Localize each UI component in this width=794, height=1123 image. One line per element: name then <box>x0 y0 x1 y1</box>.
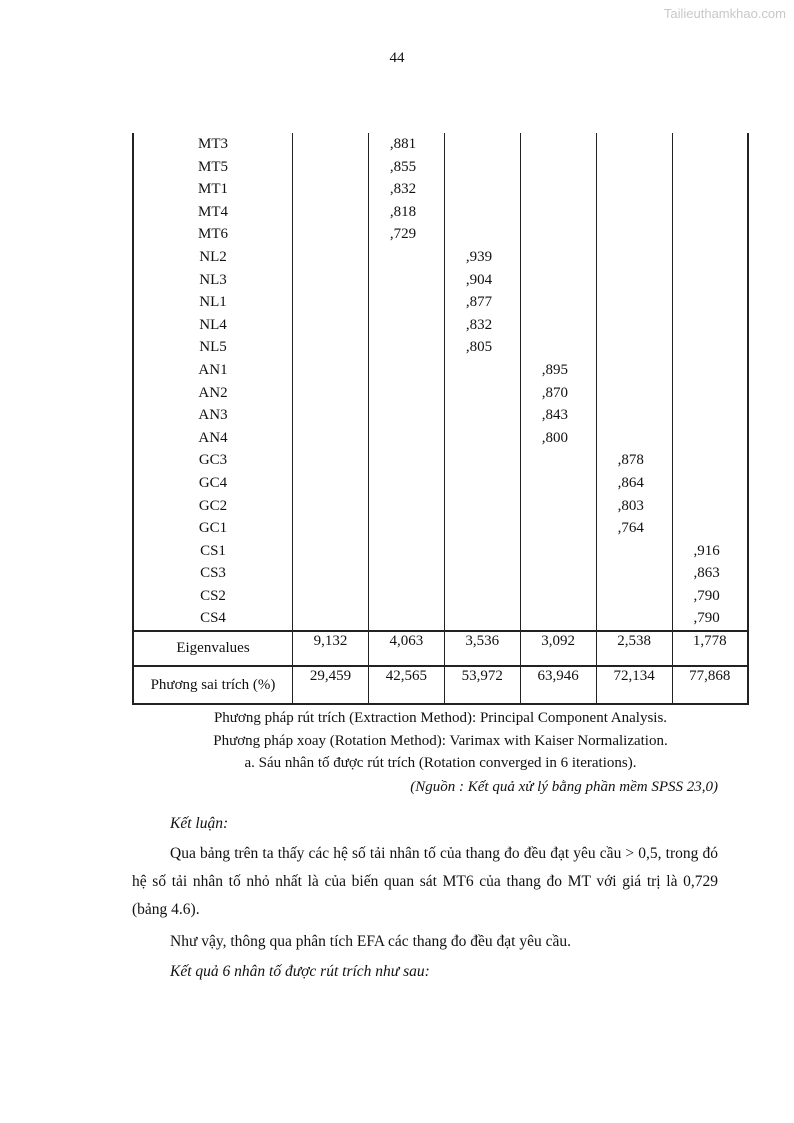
empty-cell <box>596 223 672 246</box>
empty-cell <box>520 133 596 156</box>
factor-loading: ,863 <box>672 562 748 585</box>
empty-cell <box>596 336 672 359</box>
factor-loading: ,881 <box>368 133 444 156</box>
item-label: MT5 <box>133 156 293 179</box>
eigenvalues-row-value: 3,092 <box>520 631 596 666</box>
factor-loading: ,939 <box>444 246 520 269</box>
variance-row-label: Phương sai trích (%) <box>133 666 293 704</box>
empty-cell <box>444 495 520 518</box>
empty-cell <box>444 517 520 540</box>
empty-cell <box>444 359 520 382</box>
empty-cell <box>293 246 369 269</box>
empty-cell <box>672 314 748 337</box>
table-row <box>133 246 748 269</box>
table-row <box>133 133 748 156</box>
item-label: NL2 <box>133 246 293 269</box>
item-label: NL4 <box>133 314 293 337</box>
item-label: GC3 <box>133 449 293 472</box>
variance-row-value: 53,972 <box>444 666 520 704</box>
empty-cell <box>293 291 369 314</box>
item-label: NL5 <box>133 336 293 359</box>
table-row <box>133 178 748 201</box>
empty-cell <box>293 517 369 540</box>
table-row <box>133 607 748 631</box>
empty-cell <box>293 201 369 224</box>
empty-cell <box>444 201 520 224</box>
empty-cell <box>520 223 596 246</box>
empty-cell <box>520 178 596 201</box>
note-extraction-method: Phương pháp rút trích (Extraction Method): Principal Component Analysis. <box>213 710 668 726</box>
empty-cell <box>596 291 672 314</box>
factor-loading: ,818 <box>368 201 444 224</box>
empty-cell <box>520 201 596 224</box>
factor-loading: ,805 <box>444 336 520 359</box>
empty-cell <box>444 382 520 405</box>
factor-loading: ,895 <box>520 359 596 382</box>
variance-row-value: 77,868 <box>672 666 748 704</box>
empty-cell <box>520 472 596 495</box>
table-row <box>133 156 748 179</box>
variance-row-value: 72,134 <box>596 666 672 704</box>
item-label: NL1 <box>133 291 293 314</box>
item-label: AN4 <box>133 427 293 450</box>
table-row <box>133 517 748 540</box>
empty-cell <box>293 156 369 179</box>
empty-cell <box>368 540 444 563</box>
empty-cell <box>520 291 596 314</box>
empty-cell <box>520 517 596 540</box>
table-row <box>133 336 748 359</box>
empty-cell <box>293 223 369 246</box>
table-row <box>133 382 748 405</box>
empty-cell <box>672 223 748 246</box>
empty-cell <box>520 562 596 585</box>
empty-cell <box>596 133 672 156</box>
empty-cell <box>520 269 596 292</box>
eigenvalues-row <box>133 631 748 666</box>
empty-cell <box>444 133 520 156</box>
item-label: CS1 <box>133 540 293 563</box>
item-label: CS4 <box>133 607 293 631</box>
factor-loading: ,855 <box>368 156 444 179</box>
table-row <box>133 495 748 518</box>
empty-cell <box>293 472 369 495</box>
factor-loading: ,790 <box>672 585 748 608</box>
empty-cell <box>672 517 748 540</box>
empty-cell <box>596 404 672 427</box>
variance-row-value: 63,946 <box>520 666 596 704</box>
empty-cell <box>596 178 672 201</box>
table-row <box>133 449 748 472</box>
empty-cell <box>368 336 444 359</box>
summary-paragraph: Như vậy, thông qua phân tích EFA các thang đo đều đạt yêu cầu. <box>170 933 571 950</box>
item-label: GC4 <box>133 472 293 495</box>
empty-cell <box>672 291 748 314</box>
item-label: MT4 <box>133 201 293 224</box>
empty-cell <box>293 314 369 337</box>
empty-cell <box>444 585 520 608</box>
empty-cell <box>520 495 596 518</box>
empty-cell <box>672 156 748 179</box>
note-factors-extracted: a. Sáu nhân tố được rút trích (Rotation converged in 6 iterations). <box>244 755 637 771</box>
factor-loading: ,764 <box>596 517 672 540</box>
empty-cell <box>520 585 596 608</box>
table-row <box>133 562 748 585</box>
empty-cell <box>368 269 444 292</box>
empty-cell <box>293 359 369 382</box>
table-row <box>133 223 748 246</box>
empty-cell <box>596 359 672 382</box>
item-label: CS3 <box>133 562 293 585</box>
item-label: NL3 <box>133 269 293 292</box>
conclusion-paragraph: Qua bảng trên ta thấy các hệ số tải nhân tố của thang đo đều đạt yêu cầu > 0,5, trong đó hệ số tải nhân tố nhỏ nhất là của biến quan sát MT6 của thang đo MT với giá trị là 0,729 (bảng 4.6). <box>132 845 718 918</box>
empty-cell <box>293 495 369 518</box>
empty-cell <box>672 427 748 450</box>
empty-cell <box>672 449 748 472</box>
item-label: MT1 <box>133 178 293 201</box>
empty-cell <box>368 404 444 427</box>
empty-cell <box>596 156 672 179</box>
empty-cell <box>368 314 444 337</box>
factor-loading: ,843 <box>520 404 596 427</box>
empty-cell <box>596 201 672 224</box>
table-row <box>133 585 748 608</box>
empty-cell <box>368 562 444 585</box>
empty-cell <box>293 269 369 292</box>
empty-cell <box>293 133 369 156</box>
item-label: MT3 <box>133 133 293 156</box>
empty-cell <box>368 495 444 518</box>
empty-cell <box>368 607 444 631</box>
empty-cell <box>293 607 369 631</box>
empty-cell <box>596 382 672 405</box>
factor-loading: ,729 <box>368 223 444 246</box>
empty-cell <box>596 607 672 631</box>
empty-cell <box>293 178 369 201</box>
factor-loading: ,916 <box>672 540 748 563</box>
empty-cell <box>444 404 520 427</box>
empty-cell <box>520 336 596 359</box>
factor-loading: ,790 <box>672 607 748 631</box>
table-row <box>133 291 748 314</box>
empty-cell <box>596 269 672 292</box>
empty-cell <box>520 314 596 337</box>
factor-loading: ,864 <box>596 472 672 495</box>
eigenvalues-row-label: Eigenvalues <box>133 631 293 666</box>
factors-intro: Kết quả 6 nhân tố được rút trích như sau: <box>170 963 430 980</box>
empty-cell <box>596 246 672 269</box>
empty-cell <box>368 585 444 608</box>
empty-cell <box>293 404 369 427</box>
watermark: Tailieuthamkhao.com <box>663 6 786 21</box>
table-notes <box>132 707 749 775</box>
table-row <box>133 540 748 563</box>
empty-cell <box>368 291 444 314</box>
empty-cell <box>596 427 672 450</box>
empty-cell <box>672 359 748 382</box>
factor-loading: ,877 <box>444 291 520 314</box>
table-source: (Nguồn : Kết quả xử lý bằng phần mềm SPSS 23,0) <box>410 779 718 795</box>
empty-cell <box>293 382 369 405</box>
table-row <box>133 359 748 382</box>
eigenvalues-row-value: 4,063 <box>368 631 444 666</box>
page-number: 44 <box>389 50 405 66</box>
eigenvalues-row-value: 2,538 <box>596 631 672 666</box>
empty-cell <box>444 472 520 495</box>
variance-row-value: 42,565 <box>368 666 444 704</box>
empty-cell <box>368 517 444 540</box>
table-row <box>133 201 748 224</box>
empty-cell <box>444 427 520 450</box>
empty-cell <box>596 585 672 608</box>
table-row <box>133 427 748 450</box>
empty-cell <box>368 427 444 450</box>
factor-loading: ,832 <box>368 178 444 201</box>
empty-cell <box>520 156 596 179</box>
empty-cell <box>672 404 748 427</box>
empty-cell <box>444 178 520 201</box>
empty-cell <box>444 449 520 472</box>
eigenvalues-row-value: 3,536 <box>444 631 520 666</box>
empty-cell <box>368 382 444 405</box>
table-row <box>133 269 748 292</box>
empty-cell <box>444 156 520 179</box>
empty-cell <box>672 201 748 224</box>
empty-cell <box>293 562 369 585</box>
empty-cell <box>293 449 369 472</box>
item-label: CS2 <box>133 585 293 608</box>
empty-cell <box>444 223 520 246</box>
empty-cell <box>672 269 748 292</box>
empty-cell <box>293 585 369 608</box>
factor-loading: ,870 <box>520 382 596 405</box>
empty-cell <box>520 540 596 563</box>
empty-cell <box>520 246 596 269</box>
empty-cell <box>444 540 520 563</box>
factor-loading: ,832 <box>444 314 520 337</box>
eigenvalues-row-value: 1,778 <box>672 631 748 666</box>
table-row <box>133 404 748 427</box>
factor-loading: ,878 <box>596 449 672 472</box>
factor-loading: ,803 <box>596 495 672 518</box>
empty-cell <box>672 472 748 495</box>
empty-cell <box>368 359 444 382</box>
empty-cell <box>293 540 369 563</box>
empty-cell <box>520 607 596 631</box>
factor-loading: ,904 <box>444 269 520 292</box>
factor-loadings-table <box>132 133 749 705</box>
empty-cell <box>596 314 672 337</box>
empty-cell <box>672 495 748 518</box>
item-label: GC1 <box>133 517 293 540</box>
note-rotation-method: Phương pháp xoay (Rotation Method): Varimax with Kaiser Normalization. <box>213 732 668 749</box>
variance-row <box>133 666 748 704</box>
empty-cell <box>672 382 748 405</box>
empty-cell <box>520 449 596 472</box>
item-label: GC2 <box>133 495 293 518</box>
variance-row-value: 29,459 <box>293 666 369 704</box>
empty-cell <box>444 607 520 631</box>
empty-cell <box>672 133 748 156</box>
conclusion-heading: Kết luận: <box>170 815 229 832</box>
empty-cell <box>672 336 748 359</box>
empty-cell <box>444 562 520 585</box>
empty-cell <box>293 336 369 359</box>
table-row <box>133 314 748 337</box>
empty-cell <box>596 562 672 585</box>
empty-cell <box>368 246 444 269</box>
item-label: AN3 <box>133 404 293 427</box>
empty-cell <box>672 178 748 201</box>
table-row <box>133 472 748 495</box>
eigenvalues-row-value: 9,132 <box>293 631 369 666</box>
item-label: AN1 <box>133 359 293 382</box>
empty-cell <box>368 472 444 495</box>
empty-cell <box>368 449 444 472</box>
item-label: AN2 <box>133 382 293 405</box>
empty-cell <box>672 246 748 269</box>
empty-cell <box>293 427 369 450</box>
factor-loading: ,800 <box>520 427 596 450</box>
empty-cell <box>596 540 672 563</box>
item-label: MT6 <box>133 223 293 246</box>
